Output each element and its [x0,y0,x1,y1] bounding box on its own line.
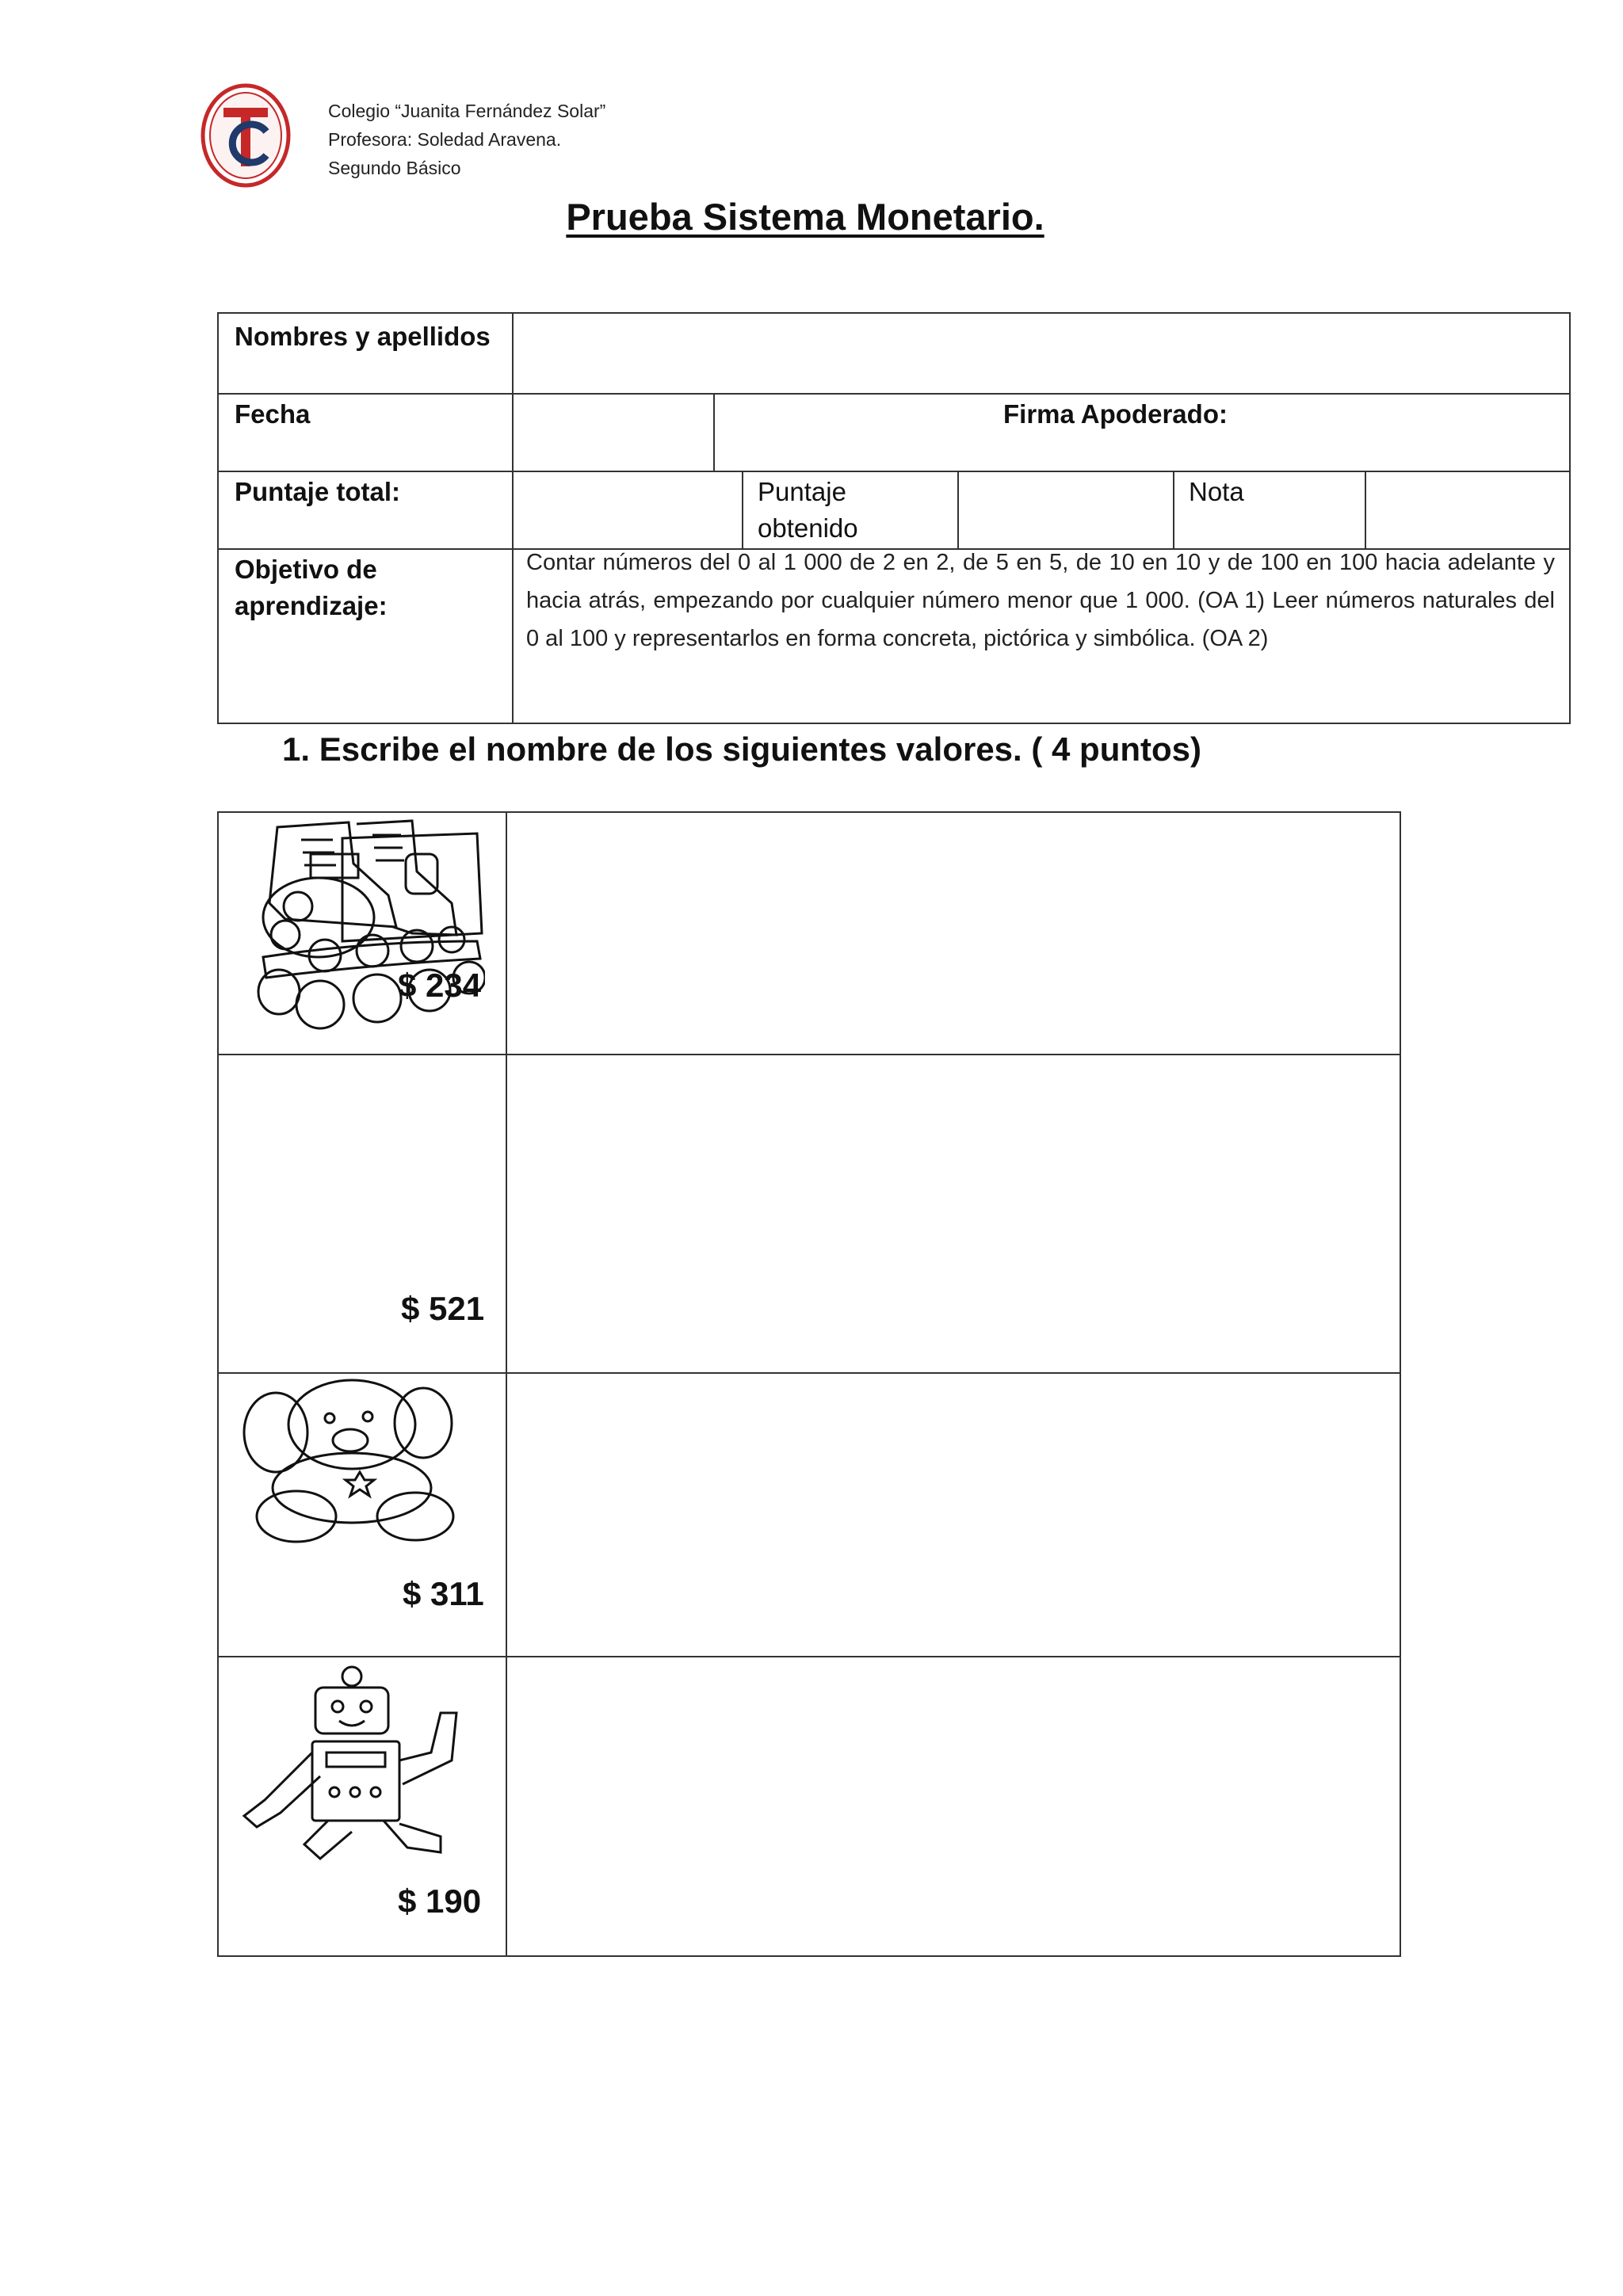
table-column-divider [713,393,715,471]
signature-label: Firma Apoderado: [1003,399,1228,429]
question-1-heading: 1. Escribe el nombre de los siguientes valores. ( 4 puntos) [282,730,1202,768]
school-name: Colegio “Juanita Fernández Solar” [328,101,606,121]
table-column-divider [957,471,959,548]
item-price: $ 521 [401,1290,485,1327]
item-price: $ 234 [398,967,482,1004]
answer-field[interactable] [509,1374,1400,1654]
price-items-table [217,811,1401,1957]
grade-level: Segundo Básico [328,158,461,178]
date-label: Fecha [235,399,311,429]
table-column-divider [506,813,507,1955]
obtained-score-label: Puntaje obtenido [758,477,858,543]
grade-label: Nota [1189,477,1244,506]
toy-train-icon [247,822,485,1035]
table-column-divider [512,314,514,723]
objective-label: Objetivo de aprendizaje: [235,555,388,620]
table-column-divider [1365,471,1366,548]
teacher-name: Profesora: Soledad Aravena. [328,129,562,150]
table-column-divider [742,471,743,548]
objective-text: Contar números del 0 al 1 000 de 2 en 2, de 5 en 5, de 10 en 10 y de 100 en 100 hacia adelante y hacia atrás, empezando por cualquier número menor que 1 000. (OA 1) Leer números naturales del 0 al 100 y representarlos en forma concreta, pictórica y simbólica. (OA 2) [526,550,1555,651]
school-header [328,97,605,182]
answer-field[interactable] [509,814,1400,1052]
table-row-divider [219,393,1569,395]
total-score-label: Puntaje total: [235,477,401,506]
name-label: Nombres y apellidos [235,322,491,351]
answer-field[interactable] [509,1657,1400,1954]
item-price: $ 311 [403,1575,484,1612]
teddy-bear-icon [241,1377,466,1547]
answer-field[interactable] [509,1055,1400,1371]
table-column-divider [1173,471,1174,548]
school-logo-icon [200,82,292,189]
table-row-divider [219,471,1569,472]
robot-icon [233,1665,471,1865]
item-price: $ 190 [398,1882,482,1920]
page-title: Prueba Sistema Monetario. [566,196,1044,238]
student-info-table [217,312,1571,724]
